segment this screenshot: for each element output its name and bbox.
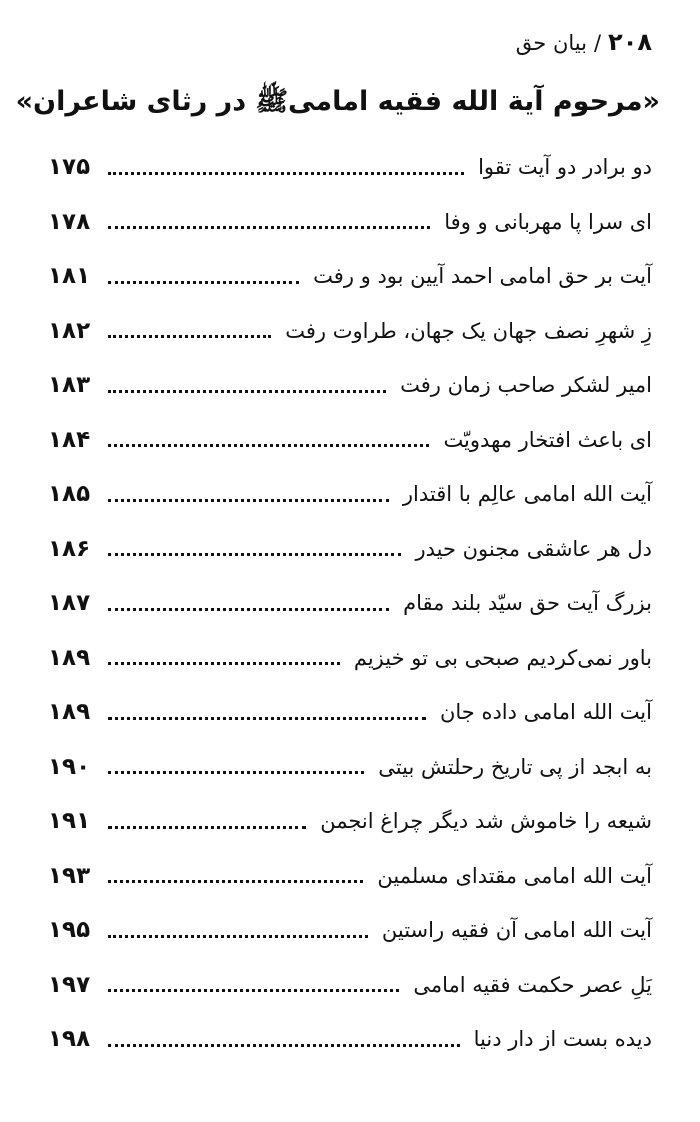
toc-entry-page: ۱۸۲ — [48, 317, 91, 344]
toc-entry — [48, 849, 652, 904]
toc-entry-page: ۱۸۹ — [48, 644, 91, 671]
header-page-number: ۲۰۸ — [608, 28, 652, 56]
toc-entry-page: ۱۹۸ — [48, 1026, 91, 1053]
toc-entry — [48, 958, 652, 1013]
dot-leader — [108, 935, 368, 938]
toc-entry — [48, 576, 652, 631]
toc-entry-page: ۱۷۸ — [48, 208, 91, 235]
header-book-title: بیان حق — [515, 31, 587, 55]
toc-entry-title: آیت الله امامی داده جان — [439, 700, 652, 725]
dot-leader — [108, 553, 401, 556]
toc-entry-title: به ابجد از پی تاریخ رحلتش بیتی — [378, 754, 652, 779]
toc-entry — [48, 467, 652, 522]
toc-entry-page: ۱۷۵ — [48, 154, 91, 181]
dot-leader — [108, 771, 364, 774]
toc-entry-title: امیر لشکر صاحب زمان رفت — [400, 373, 652, 398]
toc-entry — [48, 140, 652, 195]
dot-leader — [108, 335, 271, 338]
toc-entry-page: ۱۹۵ — [48, 917, 91, 944]
toc-entry-title: شیعه را خاموش شد دیگر چراغ انجمن — [320, 809, 652, 834]
toc-entry-page: ۱۹۳ — [48, 862, 91, 889]
dot-leader — [108, 499, 389, 502]
toc-entry — [48, 249, 652, 304]
toc-entry-title: ای باعث افتخار مهدویّت — [443, 427, 652, 452]
toc-entry — [48, 1012, 652, 1067]
toc-entry-page: ۱۸۷ — [48, 590, 91, 617]
toc-entry-title: یَلِ عصر حکمت فقیه امامی — [413, 972, 652, 997]
toc-entry-title: باور نمی‌کردیم صبحی بی تو خیزیم — [353, 645, 652, 670]
dot-leader — [108, 717, 426, 720]
toc-entry — [48, 358, 652, 413]
toc-entry — [48, 794, 652, 849]
toc-entry-title: دل هر عاشقی مجنون حیدر — [415, 536, 652, 561]
toc-entry-title: آیت بر حق امامی احمد آیین بود و رفت — [313, 264, 652, 289]
dot-leader — [108, 608, 389, 611]
dot-leader — [108, 390, 386, 393]
dot-leader — [108, 989, 399, 992]
toc-entry-title: آیت الله امامی عالِم با اقتدار — [402, 482, 652, 507]
toc-entry — [48, 413, 652, 468]
dot-leader — [108, 281, 299, 284]
dot-leader — [108, 826, 306, 829]
section-title: «مرحوم آیة الله فقیه امامیﷺ در رثای شاعران» — [15, 86, 660, 117]
running-header — [516, 28, 652, 56]
toc-entry — [48, 304, 652, 359]
toc-entry — [48, 631, 652, 686]
table-of-contents — [48, 140, 652, 1067]
toc-entry-page: ۱۹۷ — [48, 971, 91, 998]
header-separator: / — [593, 31, 602, 55]
toc-entry — [48, 522, 652, 577]
toc-entry-page: ۱۸۵ — [48, 481, 91, 508]
dot-leader — [108, 444, 429, 447]
dot-leader — [108, 172, 464, 175]
toc-entry-title: دیده بست از دار دنیا — [473, 1027, 652, 1052]
toc-entry-page: ۱۸۳ — [48, 372, 91, 399]
dot-leader — [108, 1044, 460, 1047]
toc-entry-title: آیت الله امامی آن فقیه راستین — [381, 918, 652, 943]
toc-entry-title: دو برادر دو آیت تقوا — [478, 155, 652, 180]
toc-entry — [48, 740, 652, 795]
dot-leader — [108, 880, 363, 883]
toc-entry-title: ای سرا پا مهربانی و وفا — [444, 209, 652, 234]
toc-entry-page: ۱۹۰ — [48, 753, 91, 780]
toc-entry-page: ۱۸۱ — [48, 263, 91, 290]
toc-entry-page: ۱۸۴ — [48, 426, 91, 453]
dot-leader — [108, 226, 430, 229]
toc-entry-title: زِ شهرِ نصف جهان یک جهان، طراوت رفت — [285, 318, 652, 343]
toc-entry — [48, 685, 652, 740]
toc-entry-title: آیت الله امامی مقتدای مسلمین — [377, 863, 652, 888]
toc-entry-page: ۱۸۹ — [48, 699, 91, 726]
toc-entry — [48, 195, 652, 250]
toc-entry-page: ۱۹۱ — [48, 808, 91, 835]
toc-entry-page: ۱۸۶ — [48, 535, 91, 562]
dot-leader — [108, 662, 340, 665]
toc-entry — [48, 903, 652, 958]
toc-entry-title: بزرگ آیت حق سیّد بلند مقام — [403, 591, 652, 616]
